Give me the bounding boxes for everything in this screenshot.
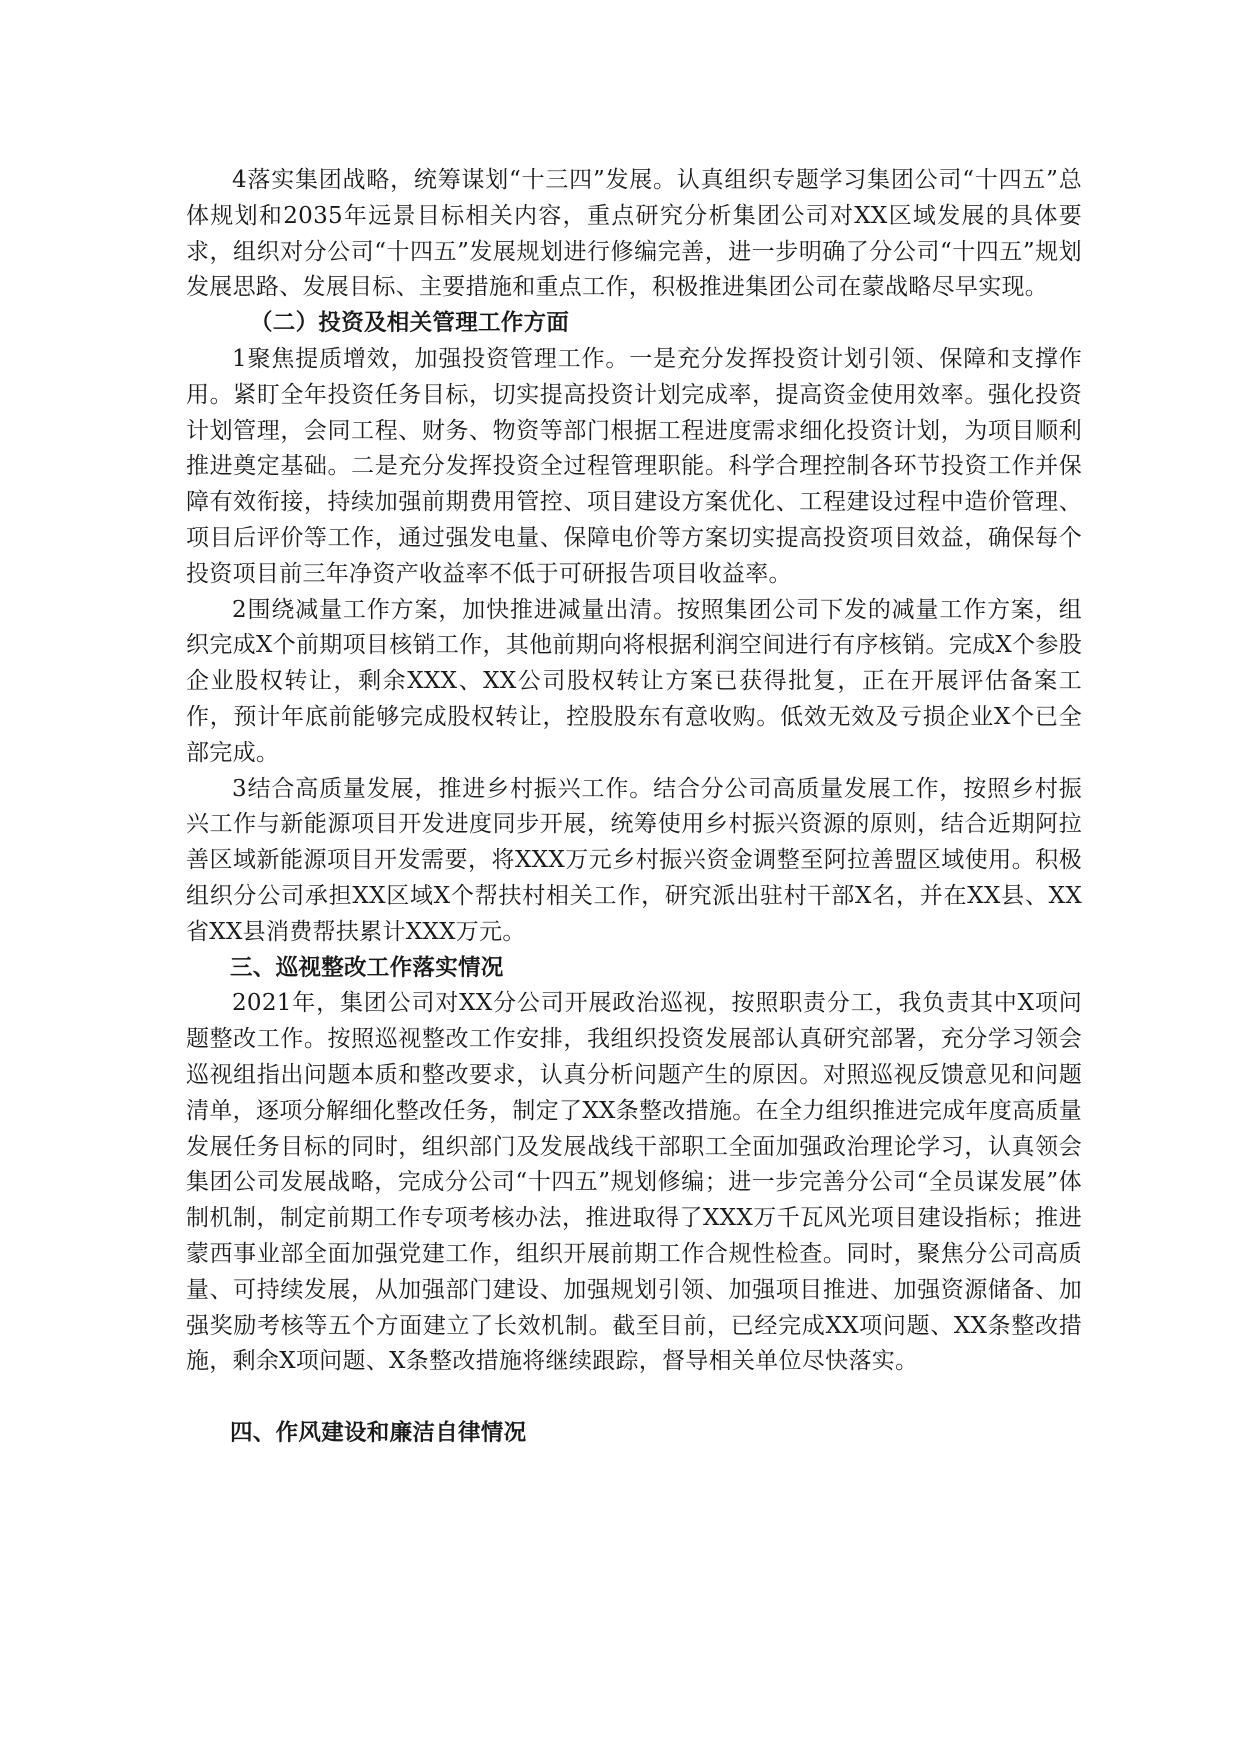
paragraph-inspection-rectification: 2021年，集团公司对XX分公司开展政治巡视，按照职责分工，我负责其中X项问题整改工作。按照巡视整改工作安排，我组织投资发展部认真研究部署，充分学习领会巡视组指出问题本质和整改要求，认真分析问题产生的原因。对照巡视反馈意见和问题清单，逐项分解细化整改任务，制定了XX条整改措施。在全力组织推进完成年度高质量发展任务目标的同时，组织部门及发展战线干部职工全面加强政治理论学习，认真领会集团公司发展战略，完成分公司“十四五”规划修编；进一步完善分公司“全员谋发展”体制机制，制定前期工作专项考核办法，推进取得了XXX万千瓦风光项目建设指标；推进蒙西事业部全面加强党建工作，组织开展前期工作合规性检查。同时，聚焦分公司高质量、可持续发展，从加强部门建设、加强规划引领、加强项目推进、加强资源储备、加强奖励考核等五个方面建立了长效机制。截至目前，已经完成XX项问题、XX条整改措施，剩余X项问题、X条整改措施将继续跟踪，督导相关单位尽快落实。 <box>186 990 1082 1375</box>
paragraph-rural-revitalization: 3结合高质量发展，推进乡村振兴工作。结合分公司高质量发展工作，按照乡村振兴工作与新能源项目开发进度同步开展，统筹使用乡村振兴资源的原则，结合近期阿拉善区域新能源项目开发需要，将XXX万元乡村振兴资金调整至阿拉善盟区域使用。积极组织分公司承担XX区域X个帮扶村相关工作，研究派出驻村干部X名，并在XX县、XX省XX县消费帮扶累计XXX万元。 <box>186 775 1082 945</box>
paragraph-strategy: 4落实集团战略，统筹谋划“十三四”发展。认真组织专题学习集团公司“十四五”总体规划和2035年远景目标相关内容，重点研究分析集团公司对XX区域发展的具体要求，组织对分公司“十四五”发展规划进行修编完善，进一步明确了分公司“十四五”规划发展思路、发展目标、主要措施和重点工作，积极推进集团公司在蒙战略尽早实现。 <box>186 167 1082 301</box>
heading-conduct-integrity: 四、作风建设和廉洁自律情况 <box>230 1420 527 1447</box>
document-page <box>186 163 1082 1452</box>
paragraph-investment-management: 1聚焦提质增效，加强投资管理工作。一是充分发挥投资计划引领、保障和支撑作用。紧盯全年投资任务目标，切实提高投资计划完成率，提高资金使用效率。强化投资计划管理，会同工程、财务、物资等部门根据工程进度需求细化投资计划，为项目顺利推进奠定基础。二是充分发挥投资全过程管理职能。科学合理控制各环节投资工作并保障有效衔接，持续加强前期费用管控、项目建设方案优化、工程建设过程中造价管理、项目后评价等工作，通过强发电量、保障电价等方案切实提高投资项目效益，确保每个投资项目前三年净资产收益率不低于可研报告项目收益率。 <box>186 345 1082 587</box>
heading-inspection-rectification: 三、巡视整改工作落实情况 <box>230 954 504 981</box>
paragraph-reduction: 2围绕减量工作方案，加快推进减量出清。按照集团公司下发的减量工作方案，组织完成X个前期项目核销工作，其他前期向将根据利润空间进行有序核销。完成X个参股企业股权转让，剩余XXX、XX公司股权转让方案已获得批复，正在开展评估备案工作，预计年底前能够完成股权转让，控股股东有意收购。低效无效及亏损企业X个已全部完成。 <box>186 596 1082 766</box>
subheading-investment: （二）投资及相关管理工作方面 <box>250 310 570 337</box>
